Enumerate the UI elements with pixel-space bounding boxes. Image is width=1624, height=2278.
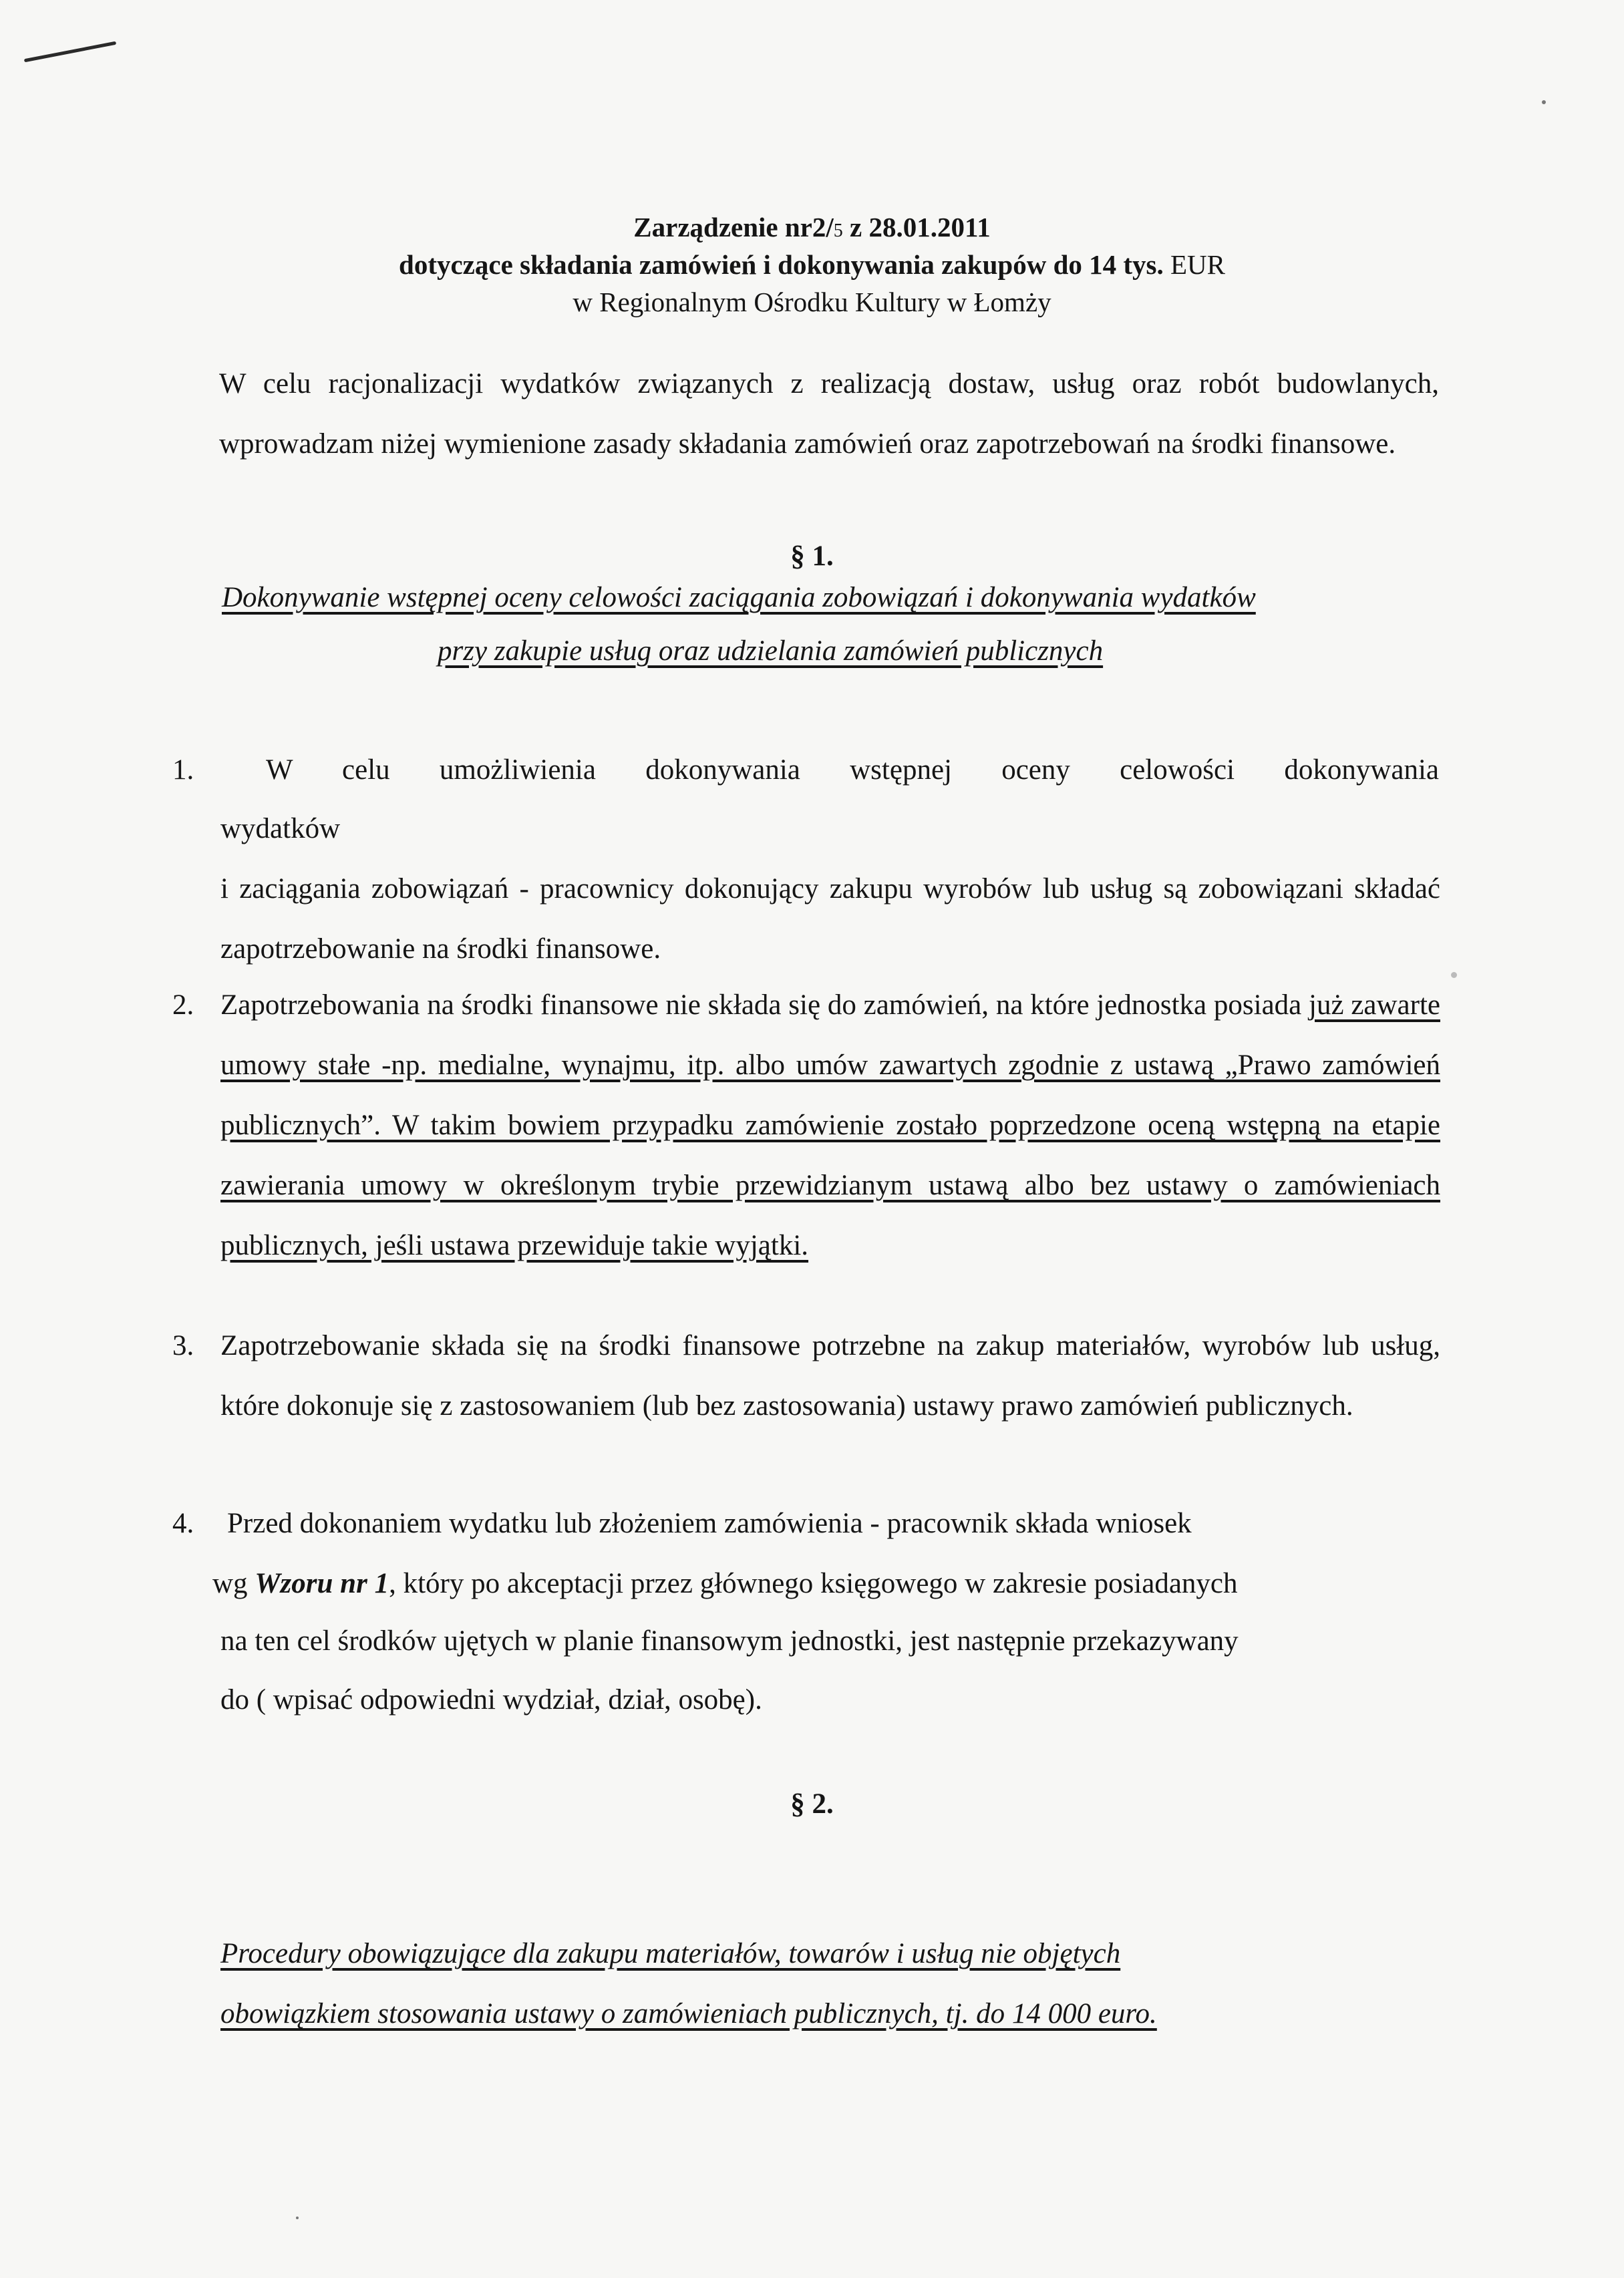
item-3-number: 3. xyxy=(172,1330,194,1361)
scan-speck xyxy=(296,2217,299,2219)
section-1-title-line-1: Dokonywanie wstępnej oceny celowości zaciągania zobowiązań i dokonywania wydatków xyxy=(222,582,1256,613)
section-2-title-line-2: obowiązkiem stosowania ustawy o zamówieniach publicznych, tj. do 14 000 euro. xyxy=(220,1998,1157,2029)
subtitle-text: dotyczące składania zamówień i dokonywania zakupów do 14 tys. xyxy=(399,249,1164,280)
intro-paragraph: W celu racjonalizacji wydatków związanych z realizacją dostaw, usług oraz robót budowlanych, wprowadzam niżej wymienione zasady składania zamówień oraz zapotrzebowań na środki finansowe. xyxy=(219,368,1439,460)
item-1-line-2: wydatków xyxy=(220,813,341,844)
institution-line: w Regionalnym Ośrodku Kultury w Łomży xyxy=(573,287,1051,317)
item-4-line-2 xyxy=(212,1554,1442,1614)
item-2-underlined-text: już zawarte umowy stałe -np. medialne, wynajmu, itp. albo umów zawartych zgodnie z ustawą „Prawo zamówień publicznych”. W takim bowiem przypadku zamówienie zostało poprzedzone oceną wstępną na etapie zawierania umowy w określonym trybie przewidzianym ustawą albo bez ustawy o zamówieniach publicznych, jeśli ustawa przewiduje takie wyjątki. xyxy=(220,989,1440,1261)
item-4-line-2-text: , który po akceptacji przez głównego księgowego w zakresie posiadanych xyxy=(389,1568,1238,1599)
item-4-line-3: na ten cel środków ujętych w planie finansowym jednostki, jest następnie przekazywany xyxy=(220,1625,1239,1657)
title-number-suffix: 5 xyxy=(833,220,843,241)
section-2-title-line-1: Procedury obowiązujące dla zakupu materiałów, towarów i usług nie objętych xyxy=(220,1938,1121,1969)
scan-speck xyxy=(1542,100,1546,104)
item-4-prefix: wg xyxy=(212,1568,255,1599)
section-1-title-line-2: przy zakupie usług oraz udzielania zamówień publicznych xyxy=(438,635,1104,667)
item-4-line-4: do ( wpisać odpowiedni wydział, dział, osobę). xyxy=(220,1684,762,1716)
item-1-continuation: i zaciągania zobowiązań - pracownicy dokonujący zakupu wyrobów lub usług są zobowiązani składać zapotrzebowanie na środki finansowe. xyxy=(220,873,1440,965)
item-4-number: 4. xyxy=(172,1508,194,1539)
document-title xyxy=(0,211,1624,243)
subtitle-currency: EUR xyxy=(1163,249,1225,280)
document-subtitle xyxy=(0,249,1624,281)
item-1-line-1: W celu umożliwienia dokonywania wstępnej oceny celowości dokonywania xyxy=(266,754,1439,786)
item-3-paragraph: Zapotrzebowanie składa się na środki finansowe potrzebne na zakup materiałów, wyrobów lub usług, które dokonuje się z zastosowaniem (lub bez zastosowania) ustawy prawo zamówień publicznych. xyxy=(220,1330,1440,1422)
item-4-line-1: Przed dokonaniem wydatku lub złożeniem zamówienia - pracownik składa wniosek xyxy=(227,1508,1192,1539)
item-2-paragraph xyxy=(220,975,1440,1276)
section-2-mark: § 2. xyxy=(790,1788,834,1820)
title-text: Zarządzenie nr2/ xyxy=(633,212,834,242)
item-4-form-reference: Wzoru nr 1 xyxy=(255,1568,389,1599)
section-1-mark: § 1. xyxy=(790,540,834,572)
title-date: z 28.01.2011 xyxy=(842,212,991,242)
item-2-number: 2. xyxy=(172,989,194,1021)
item-1-number: 1. xyxy=(172,754,194,786)
item-2-plain-text: Zapotrzebowania na środki finansowe nie składa się do zamówień, na które jednostka posiada xyxy=(220,989,1309,1021)
staple-mark xyxy=(24,41,116,63)
scan-speck xyxy=(1451,972,1457,978)
